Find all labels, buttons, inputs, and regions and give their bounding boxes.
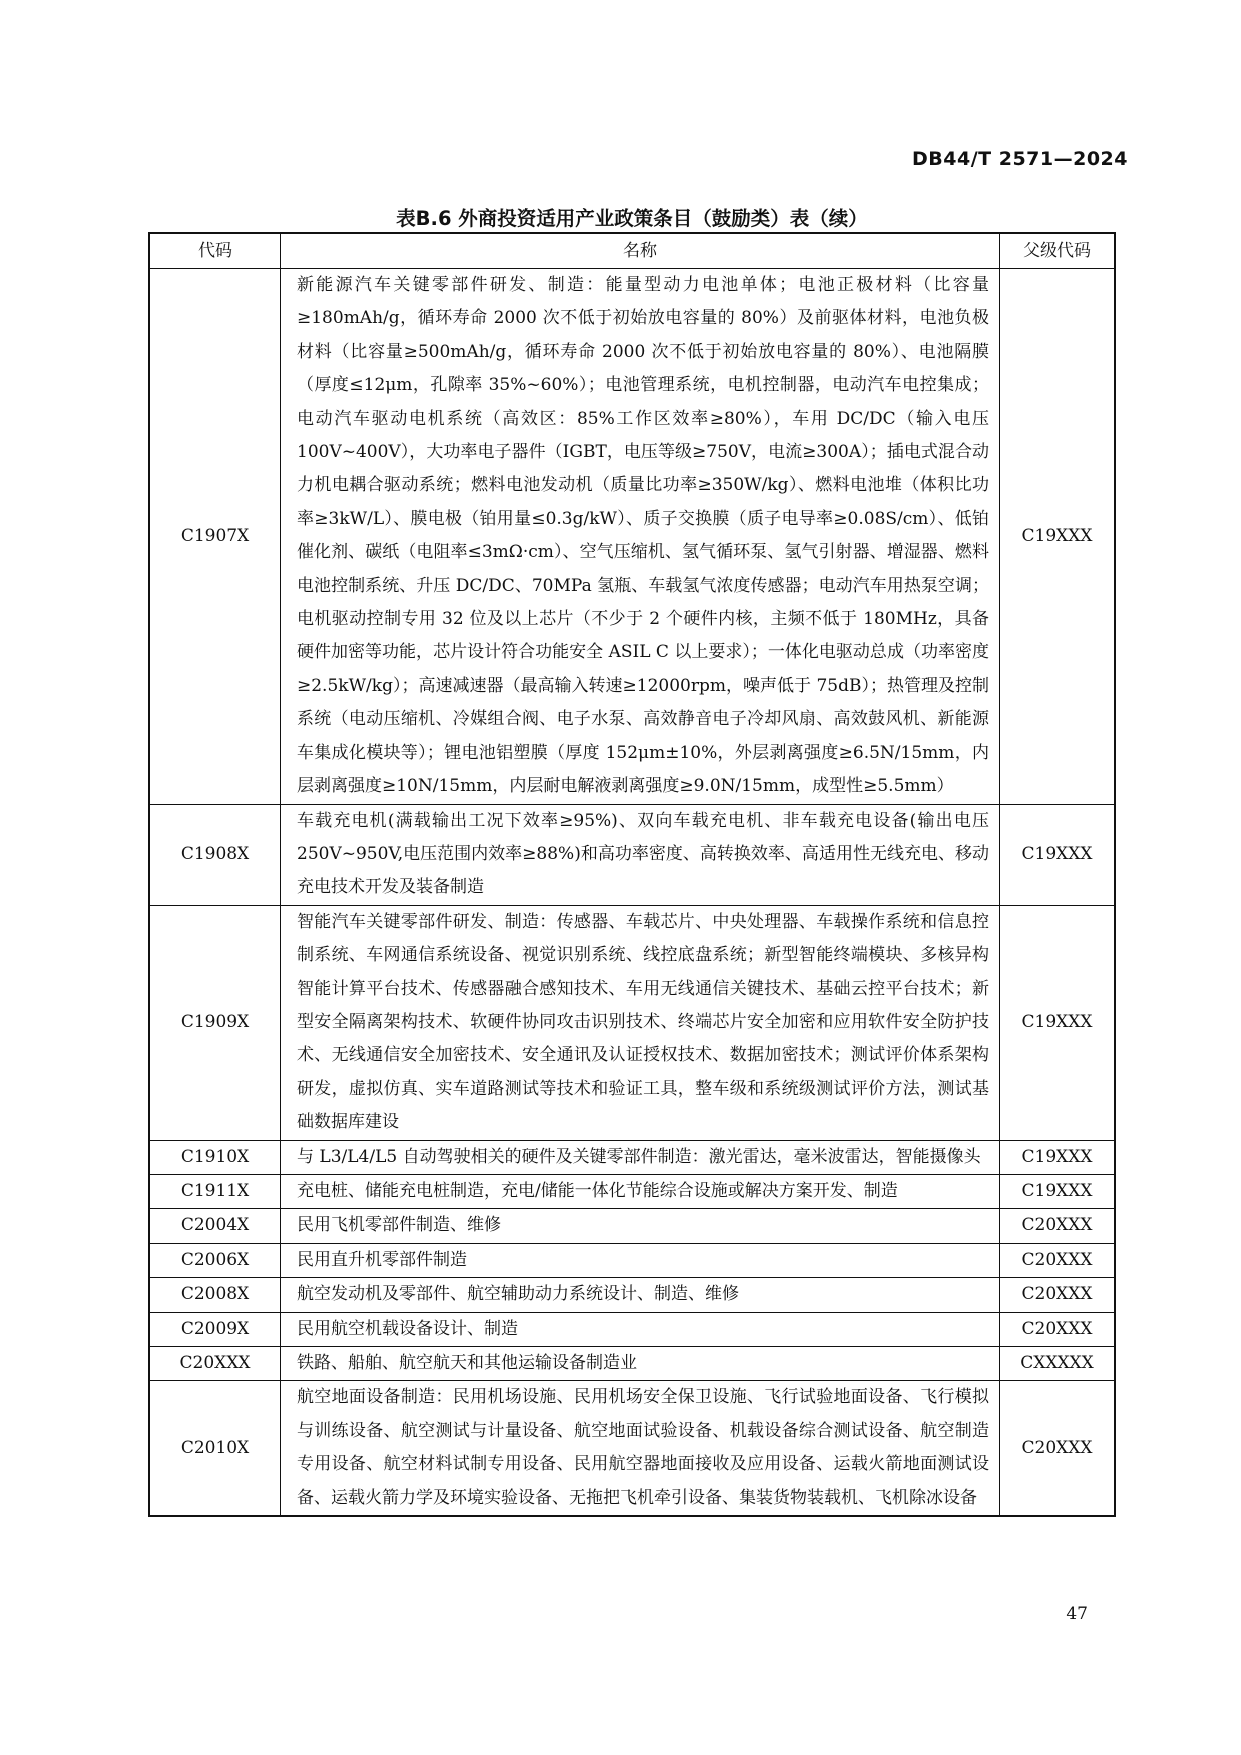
row-code: C20XXX [149, 1347, 281, 1381]
table-row [149, 1278, 1115, 1312]
column-header-code: 代码 [149, 233, 281, 269]
row-name: 智能汽车关键零部件研发、制造：传感器、车载芯片、中央处理器、车载操作系统和信息控制系统、车网通信系统设备、视觉识别系统、线控底盘系统；新型智能终端模块、多核异构智能计算平台技术、传感器融合感知技术、车用无线通信关键技术、基础云控平台技术；新型安全隔离架构技术、软硬件协同攻击识别技术、终端芯片安全加密和应用软件安全防护技术、无线通信安全加密技术、安全通讯及认证授权技术、数据加密技术；测试评价体系架构研发，虚拟仿真、实车道路测试等技术和验证工具，整车级和系统级测试评价方法，测试基础数据库建设 [281, 905, 1000, 1140]
table-row [149, 804, 1115, 905]
row-name: 与 L3/L4/L5 自动驾驶相关的硬件及关键零部件制造：激光雷达，毫米波雷达，智能摄像头 [281, 1140, 1000, 1174]
row-parent-code: C19XXX [1000, 269, 1116, 805]
column-header-name: 名称 [281, 233, 1000, 269]
row-name: 民用飞机零部件制造、维修 [281, 1209, 1000, 1243]
row-parent-code: C19XXX [1000, 1140, 1116, 1174]
row-code: C1908X [149, 804, 281, 905]
row-code: C1910X [149, 1140, 281, 1174]
row-parent-code: CXXXXX [1000, 1347, 1116, 1381]
table-row [149, 1140, 1115, 1174]
table-row [149, 1209, 1115, 1243]
page-number: 47 [1066, 1604, 1088, 1624]
row-parent-code: C19XXX [1000, 804, 1116, 905]
column-header-parent: 父级代码 [1000, 233, 1116, 269]
table-row [149, 1243, 1115, 1277]
row-parent-code: C20XXX [1000, 1381, 1116, 1516]
row-parent-code: C19XXX [1000, 905, 1116, 1140]
table-row [149, 1312, 1115, 1346]
row-code: C1909X [149, 905, 281, 1140]
row-code: C2004X [149, 1209, 281, 1243]
row-name: 航空地面设备制造：民用机场设施、民用机场安全保卫设施、飞行试验地面设备、飞行模拟与训练设备、航空测试与计量设备、航空地面试验设备、机载设备综合测试设备、航空制造专用设备、航空材料试制专用设备、民用航空器地面接收及应用设备、运载火箭地面测试设备、运载火箭力学及环境实验设备、无拖把飞机牵引设备、集装货物装载机、飞机除冰设备 [281, 1381, 1000, 1516]
row-name: 充电桩、储能充电桩制造，充电/储能一体化节能综合设施或解决方案开发、制造 [281, 1174, 1000, 1208]
table-row [149, 269, 1115, 805]
row-code: C1911X [149, 1174, 281, 1208]
row-code: C1907X [149, 269, 281, 805]
row-name: 民用直升机零部件制造 [281, 1243, 1000, 1277]
row-name: 航空发动机及零部件、航空辅助动力系统设计、制造、维修 [281, 1278, 1000, 1312]
row-parent-code: C20XXX [1000, 1243, 1116, 1277]
table-row [149, 1381, 1115, 1516]
row-name: 新能源汽车关键零部件研发、制造：能量型动力电池单体；电池正极材料（比容量≥180mAh/g，循环寿命 2000 次不低于初始放电容量的 80%）及前驱体材料，电池负极材料（比容量≥500mAh/g，循环寿命 2000 次不低于初始放电容量的 80%）、电池隔膜（厚度≤12μm，孔隙率 35%~60%）；电池管理系统，电机控制器，电动汽车电控集成；电动汽车驱动电机系统（高效区：85%工作区效率≥80%），车用 DC/DC（输入电压 100V~400V），大功率电子器件（IGBT，电压等级≥750V，电流≥300A）；插电式混合动力机电耦合驱动系统；燃料电池发动机（质量比功率≥350W/kg）、燃料电池堆（体积比功率≥3kW/L）、膜电极（铂用量≤0.3g/kW）、质子交换膜（质子电导率≥0.08S/cm）、低铂催化剂、碳纸（电阻率≤3mΩ·cm）、空气压缩机、氢气循环泵、氢气引射器、增湿器、燃料电池控制系统、升压 DC/DC、70MPa 氢瓶、车载氢气浓度传感器；电动汽车用热泵空调；电机驱动控制专用 32 位及以上芯片（不少于 2 个硬件内核，主频不低于 180MHz，具备硬件加密等功能，芯片设计符合功能安全 ASIL C 以上要求）；一体化电驱动总成（功率密度≥2.5kW/kg）；高速减速器（最高输入转速≥12000rpm，噪声低于 75dB）；热管理及控制系统（电动压缩机、冷媒组合阀、电子水泵、高效静音电子冷却风扇、高效鼓风机、新能源车集成化模块等）；锂电池铝塑膜（厚度 152μm±10%，外层剥离强度≥6.5N/15mm，内层剥离强度≥10N/15mm，内层耐电解液剥离强度≥9.0N/15mm，成型性≥5.5mm） [281, 269, 1000, 805]
row-code: C2008X [149, 1278, 281, 1312]
row-code: C2006X [149, 1243, 281, 1277]
table-row [149, 1347, 1115, 1381]
row-parent-code: C20XXX [1000, 1312, 1116, 1346]
standard-code: DB44/T 2571—2024 [912, 148, 1128, 170]
table-header-row [149, 233, 1115, 269]
policy-table [148, 232, 1116, 1517]
row-code: C2009X [149, 1312, 281, 1346]
row-parent-code: C20XXX [1000, 1278, 1116, 1312]
table-row [149, 905, 1115, 1140]
row-parent-code: C20XXX [1000, 1209, 1116, 1243]
table-title: 表B.6 外商投资适用产业政策条目（鼓励类）表（续） [396, 207, 868, 230]
table-row [149, 1174, 1115, 1208]
row-name: 民用航空机载设备设计、制造 [281, 1312, 1000, 1346]
row-name: 铁路、船舶、航空航天和其他运输设备制造业 [281, 1347, 1000, 1381]
row-parent-code: C19XXX [1000, 1174, 1116, 1208]
row-code: C2010X [149, 1381, 281, 1516]
row-name: 车载充电机(满载输出工况下效率≥95%)、双向车载充电机、非车载充电设备(输出电压 250V~950V,电压范围内效率≥88%)和高功率密度、高转换效率、高适用性无线充电、移动充电技术开发及装备制造 [281, 804, 1000, 905]
